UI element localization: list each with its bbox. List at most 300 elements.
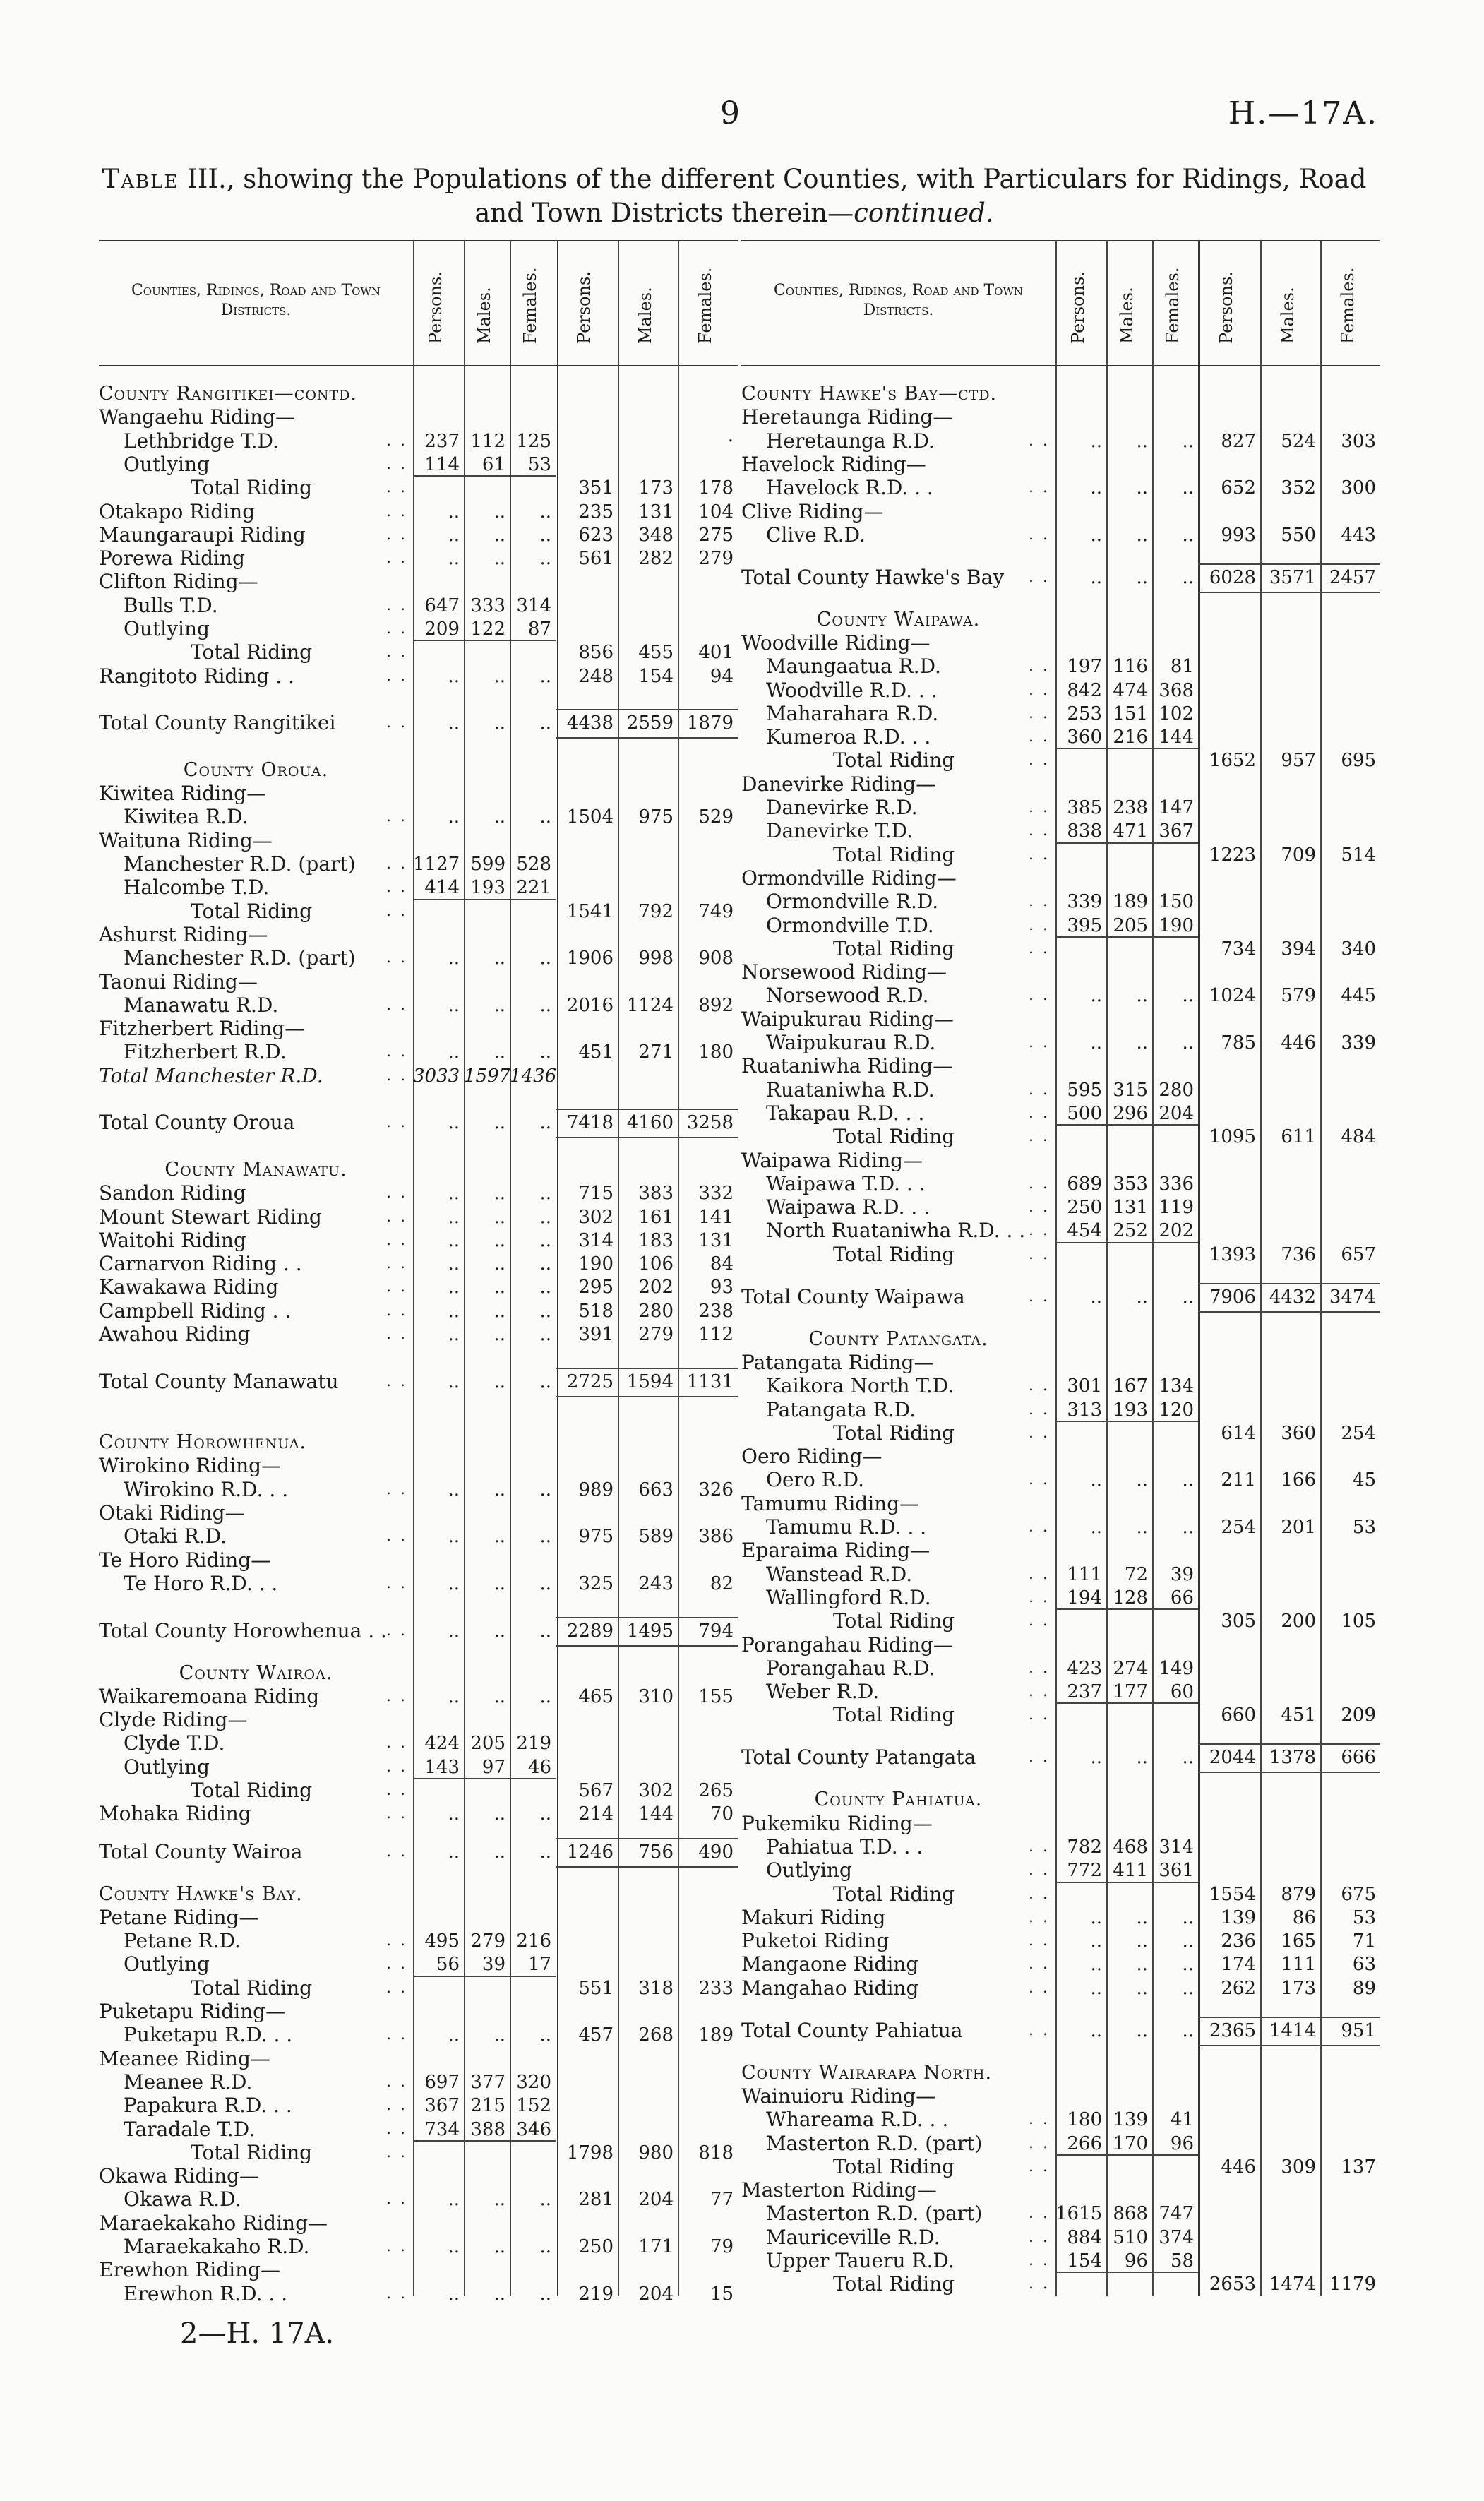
cell-M: 611 — [1281, 1126, 1316, 1148]
row-label: County Pahiatua. — [814, 1789, 983, 1811]
cell-m: .. — [493, 1371, 505, 1392]
cell-P: 1246 — [566, 1841, 614, 1863]
cell-p: .. — [1090, 1747, 1102, 1769]
table-row — [99, 1323, 738, 1346]
cell-P: 457 — [578, 2024, 614, 2046]
table-row — [741, 477, 1380, 499]
leader-dots: . . — [1029, 1612, 1050, 1630]
right-table — [741, 240, 1380, 2296]
column-header-M: Males. — [635, 287, 655, 344]
cell-M: 709 — [1281, 844, 1316, 866]
row-label: Weber R.D. — [766, 1680, 880, 1704]
cell-P: 518 — [578, 1300, 614, 1322]
cell-M: 106 — [638, 1253, 674, 1275]
row-label: Mauriceville R.D. — [766, 2225, 940, 2249]
cell-f: .. — [539, 994, 551, 1016]
table-row — [741, 383, 1380, 405]
cell-P: 254 — [1221, 1517, 1256, 1539]
table-row — [99, 1525, 738, 1548]
leader-dots: . . — [1029, 657, 1050, 676]
cell-F: 529 — [698, 806, 734, 828]
cell-P: 715 — [578, 1183, 614, 1205]
cell-m: 205 — [1113, 914, 1148, 936]
leader-dots: . . — [1029, 2111, 1050, 2129]
cell-M: 1414 — [1269, 2019, 1316, 2041]
cell-p: 367 — [424, 2095, 460, 2117]
cell-M: 975 — [638, 806, 674, 828]
cell-F: 89 — [1352, 1977, 1376, 1999]
cell-p: 339 — [1067, 891, 1102, 913]
cell-p: .. — [448, 2283, 460, 2305]
cell-F: 340 — [1341, 938, 1376, 960]
cell-P: 451 — [578, 1041, 614, 1063]
leader-dots: . . — [1029, 525, 1050, 544]
row-label: Sandon Riding — [99, 1181, 246, 1205]
row-label: County Manawatu. — [164, 1158, 347, 1181]
row-label: Masterton Riding— — [741, 2178, 937, 2202]
cell-f: .. — [1182, 1977, 1194, 1999]
cell-F: 265 — [698, 1780, 734, 1802]
leader-dots: . . — [386, 596, 407, 614]
cell-P: 1541 — [566, 900, 614, 922]
table-row — [741, 655, 1380, 678]
cell-m: .. — [493, 501, 505, 523]
row-label: Outlying — [124, 617, 210, 640]
cell-P: 214 — [578, 1803, 614, 1825]
document-reference: H.—17A. — [1228, 95, 1378, 131]
row-label: Campbell Riding . . — [99, 1299, 292, 1323]
row-label: Maraekakaho Riding— — [99, 2211, 328, 2235]
cell-p: 385 — [1067, 797, 1102, 819]
table-row — [99, 1371, 738, 1393]
row-label: Pahiatua T.D. . . — [766, 1834, 923, 1858]
leader-dots: . . — [386, 855, 407, 873]
row-label: Otaki R.D. — [124, 1524, 227, 1548]
cell-F: 233 — [698, 1977, 734, 1999]
cell-f: .. — [1182, 1517, 1194, 1539]
cell-f: 41 — [1170, 2109, 1194, 2131]
row-label: Taonui Riding— — [99, 969, 258, 993]
cell-M: 243 — [638, 1572, 674, 1594]
cell-M: 280 — [638, 1300, 674, 1322]
cell-p: 689 — [1067, 1173, 1102, 1195]
leader-dots: . . — [386, 714, 407, 732]
row-label: Takapau R.D. . . — [766, 1101, 925, 1125]
cell-P: 652 — [1221, 477, 1256, 499]
leader-dots: . . — [386, 1207, 407, 1226]
cell-m: .. — [493, 1803, 505, 1825]
leader-dots: . . — [1029, 1978, 1050, 1997]
cell-f: 53 — [527, 453, 551, 475]
cell-f: 66 — [1170, 1587, 1194, 1608]
subtotal-rule — [1055, 936, 1198, 938]
row-label: County Waipawa. — [816, 608, 981, 631]
leader-dots: . . — [1029, 2275, 1050, 2293]
cell-p: .. — [1090, 430, 1102, 452]
subtotal-rule — [1055, 1124, 1198, 1126]
table-row — [99, 853, 738, 876]
table-row — [741, 1563, 1380, 1586]
cell-m: .. — [493, 524, 505, 546]
row-label: Tamumu R.D. . . — [766, 1515, 927, 1539]
cell-m: 274 — [1113, 1657, 1148, 1679]
leader-dots: . . — [386, 1955, 407, 1974]
leader-dots: . . — [1029, 822, 1050, 840]
leader-dots: . . — [386, 455, 407, 473]
cell-m: 510 — [1113, 2226, 1148, 2248]
table-row — [741, 1634, 1380, 1657]
cell-F: 300 — [1341, 477, 1376, 499]
subtotal-rule — [1055, 1702, 1198, 1704]
cell-M: 1495 — [626, 1620, 674, 1642]
table-row — [741, 1173, 1380, 1195]
cell-F: 53 — [1352, 1906, 1376, 1928]
row-label: Waitohi Riding — [99, 1228, 246, 1252]
cell-m: .. — [493, 1479, 505, 1500]
total-rule-below — [1198, 1311, 1380, 1313]
cell-M: 282 — [638, 548, 674, 570]
cell-p: 237 — [1067, 1681, 1102, 1703]
table-row — [741, 961, 1380, 984]
table-row — [741, 2108, 1380, 2131]
row-label: Total County Hawke's Bay — [741, 565, 1005, 589]
cell-m: 97 — [481, 1756, 505, 1778]
cell-m: 96 — [1124, 2250, 1148, 2272]
cell-F: 63 — [1352, 1954, 1376, 1976]
cell-F: 84 — [710, 1253, 734, 1275]
column-header-f: Females. — [520, 267, 540, 344]
cell-F: 443 — [1341, 524, 1376, 546]
table-row — [741, 1445, 1380, 1468]
table-row — [741, 406, 1380, 429]
leader-dots: . . — [386, 1687, 407, 1705]
row-label: Waipukurau Riding— — [741, 1007, 954, 1031]
table-row — [741, 914, 1380, 937]
row-label: Okawa Riding— — [99, 2164, 260, 2188]
column-header-P: Persons. — [574, 271, 594, 344]
row-label: Mangahao Riding — [741, 1976, 919, 2000]
row-label: County Horowhenua. — [99, 1431, 307, 1454]
title-line2: and Town Districts therein— — [474, 198, 854, 228]
table-row — [99, 1620, 738, 1642]
cell-F: 279 — [698, 548, 734, 570]
leader-dots: . . — [386, 2143, 407, 2161]
cell-p: .. — [448, 1253, 460, 1275]
leader-dots: . . — [386, 2190, 407, 2209]
cell-m: .. — [1136, 1286, 1148, 1308]
table-row — [99, 2094, 738, 2117]
cell-F: 209 — [1341, 1705, 1376, 1726]
table-row — [99, 759, 738, 782]
cell-f: .. — [539, 1803, 551, 1825]
cell-m: 333 — [470, 595, 505, 616]
leader-dots: . . — [386, 1278, 407, 1296]
cell-p: 1127 — [413, 854, 460, 875]
cell-p: 313 — [1067, 1399, 1102, 1421]
leader-dots: . . — [386, 1043, 407, 1061]
cell-P: 295 — [578, 1277, 614, 1299]
table-row — [741, 1883, 1380, 1906]
cell-F: 892 — [698, 994, 734, 1016]
row-label: Ormondville R.D. — [766, 890, 939, 914]
cell-M: 1378 — [1269, 1747, 1316, 1769]
cell-f: 119 — [1159, 1197, 1194, 1219]
cell-p: .. — [1090, 1469, 1102, 1491]
cell-m: .. — [493, 665, 505, 687]
cell-m: 205 — [470, 1733, 505, 1755]
row-label: Te Horo Riding— — [99, 1548, 271, 1572]
leader-dots: . . — [386, 2238, 407, 2256]
cell-m: .. — [493, 1206, 505, 1228]
total-rule-below — [556, 1866, 738, 1868]
leader-dots: . . — [1029, 1174, 1050, 1193]
cell-f: .. — [539, 1371, 551, 1392]
cell-f: 368 — [1159, 679, 1194, 701]
cell-P: 989 — [578, 1479, 614, 1500]
cell-P: 236 — [1221, 1930, 1256, 1952]
table-row — [99, 501, 738, 523]
cell-M: 310 — [638, 1685, 674, 1707]
leader-dots: . . — [1029, 751, 1050, 770]
row-label: Waikaremoana Riding — [99, 1684, 320, 1708]
leader-dots: . . — [1029, 2228, 1050, 2246]
leader-dots: . . — [386, 996, 407, 1014]
leader-dots: . . — [1029, 1080, 1050, 1099]
row-label: County Oroua. — [183, 758, 329, 781]
table-row — [741, 2179, 1380, 2202]
row-label: Meanee Riding— — [99, 2046, 270, 2070]
total-rule-above — [1198, 1283, 1380, 1284]
cell-M: 3571 — [1269, 566, 1316, 588]
cell-p: .. — [448, 1479, 460, 1500]
subtotal-rule — [1055, 1882, 1198, 1883]
cell-F: 3474 — [1329, 1286, 1376, 1308]
table-row — [741, 1351, 1380, 1374]
table-row — [99, 2048, 738, 2070]
cell-m: 112 — [470, 430, 505, 452]
cell-f: .. — [1182, 430, 1194, 452]
table-row — [99, 383, 738, 405]
cell-F: 303 — [1341, 430, 1376, 452]
cell-F: 794 — [698, 1620, 734, 1642]
cell-m: .. — [493, 1041, 505, 1063]
leader-dots: . . — [1029, 1471, 1050, 1489]
row-label: Manchester R.D. (part) — [124, 946, 356, 970]
total-rule-above — [1198, 2017, 1380, 2018]
cell-f: 204 — [1159, 1102, 1194, 1124]
table-row — [99, 900, 738, 923]
row-label: Manchester R.D. (part) — [124, 852, 356, 876]
row-label: Total County Patangata — [741, 1745, 976, 1769]
table-row — [741, 1516, 1380, 1539]
cell-M: 998 — [638, 948, 674, 969]
cell-P: 856 — [578, 642, 614, 664]
subtotal-rule — [413, 1976, 556, 1977]
table-row — [99, 1732, 738, 1755]
cell-p: .. — [1090, 524, 1102, 546]
cell-m: 599 — [470, 854, 505, 875]
row-label: Outlying — [124, 1952, 210, 1976]
cell-p: 595 — [1067, 1079, 1102, 1101]
table-row — [741, 1906, 1380, 1929]
cell-P: 1223 — [1209, 844, 1256, 866]
cell-m: 353 — [1113, 1173, 1148, 1195]
cell-m: 388 — [470, 2118, 505, 2140]
total-rule-below — [1198, 592, 1380, 593]
cell-P: 391 — [578, 1324, 614, 1345]
table-row — [741, 1977, 1380, 2000]
cell-p: 454 — [1067, 1220, 1102, 1242]
cell-M: 204 — [638, 2283, 674, 2305]
row-label: Otaki Riding— — [99, 1501, 245, 1525]
cell-p: .. — [448, 1572, 460, 1594]
cell-m: 189 — [1113, 891, 1148, 913]
table-row — [741, 1219, 1380, 1242]
table-row — [99, 1300, 738, 1323]
cell-m: .. — [493, 2189, 505, 2211]
cell-F: 137 — [1341, 2156, 1376, 2178]
row-label: Porangahau Riding— — [741, 1632, 953, 1657]
cell-m: 193 — [470, 877, 505, 899]
cell-m: .. — [1136, 1747, 1148, 1769]
cell-p: 697 — [424, 2071, 460, 2093]
cell-m: .. — [1136, 1930, 1148, 1952]
cell-M: 268 — [638, 2024, 674, 2046]
row-label: Eparaima Riding— — [741, 1539, 931, 1563]
cell-p: .. — [448, 548, 460, 570]
cell-P: 211 — [1221, 1469, 1256, 1491]
leader-dots: . . — [386, 1527, 407, 1546]
cell-M: 383 — [638, 1183, 674, 1205]
row-label: County Wairoa. — [179, 1661, 333, 1684]
cell-p: 197 — [1067, 656, 1102, 678]
subtotal-rule — [413, 640, 556, 641]
column-header-F: Females. — [695, 267, 715, 344]
table-row — [741, 867, 1380, 890]
cell-M: 957 — [1281, 750, 1316, 772]
leader-dots: . . — [386, 502, 407, 520]
cell-p: 266 — [1067, 2132, 1102, 2154]
subtotal-rule — [1055, 1608, 1198, 1610]
title-lead: Table — [102, 164, 179, 194]
leader-dots: . . — [1029, 1128, 1050, 1146]
cell-m: .. — [493, 806, 505, 828]
cell-m: 238 — [1113, 797, 1148, 819]
row-label: Erewhon R.D. . . — [124, 2281, 288, 2305]
table-row — [741, 2085, 1380, 2108]
table-title — [99, 162, 1370, 230]
table-row — [99, 782, 738, 805]
cell-m: .. — [1136, 985, 1148, 1007]
cell-m: 151 — [1113, 703, 1148, 724]
table-row — [99, 1017, 738, 1040]
leader-dots: . . — [1029, 1377, 1050, 1395]
cell-f: .. — [1182, 1286, 1194, 1308]
row-label: Wirokino R.D. . . — [124, 1477, 289, 1501]
row-label: Erewhon Riding— — [99, 2258, 281, 2282]
table-row — [99, 924, 738, 946]
cell-P: 614 — [1221, 1422, 1256, 1444]
cell-m: .. — [493, 1229, 505, 1251]
leader-dots: . . — [1029, 1400, 1050, 1419]
table-row — [741, 524, 1380, 547]
subtotal-rule — [413, 1778, 556, 1779]
leader-dots: . . — [386, 1301, 407, 1320]
row-label: Kaikora North T.D. — [766, 1374, 955, 1398]
subtotal-rule — [1055, 1242, 1198, 1243]
table-row — [741, 1328, 1380, 1351]
leader-dots: . . — [1029, 939, 1050, 957]
cell-f: 102 — [1159, 703, 1194, 724]
cell-M: 524 — [1281, 430, 1316, 452]
row-label: Papakura R.D. . . — [124, 2094, 292, 2118]
cell-M: 455 — [638, 642, 674, 664]
table-row — [741, 1657, 1380, 1680]
table-row — [741, 1399, 1380, 1421]
row-label: Total Riding — [833, 1703, 955, 1727]
cell-f: .. — [1182, 1747, 1194, 1769]
table-row — [741, 2062, 1380, 2084]
cell-m: 39 — [481, 1954, 505, 1976]
cell-p: 143 — [424, 1756, 460, 1778]
table-row — [99, 1455, 738, 1477]
leader-dots: . . — [1029, 568, 1050, 586]
leader-dots: . . — [386, 643, 407, 662]
cell-p: .. — [448, 524, 460, 546]
table-row — [99, 1662, 738, 1685]
cell-f: .. — [539, 1229, 551, 1251]
cell-F: 180 — [698, 1041, 734, 1063]
cell-f: .. — [1182, 1906, 1194, 1928]
cell-p: 647 — [424, 595, 460, 616]
cell-M: 579 — [1281, 985, 1316, 1007]
table-row — [99, 547, 738, 570]
cell-p: 180 — [1067, 2109, 1102, 2131]
total-rule-below — [556, 1645, 738, 1647]
row-label: Mohaka Riding — [99, 1802, 251, 1826]
row-label: Maraekakaho R.D. — [124, 2235, 310, 2259]
cell-m: 411 — [1113, 1860, 1148, 1882]
cell-f: 367 — [1159, 820, 1194, 842]
row-label: Maharahara R.D. — [766, 701, 939, 725]
row-label: Clive Riding— — [741, 499, 884, 523]
cell-P: 351 — [578, 477, 614, 499]
row-label: Outlying — [766, 1858, 852, 1882]
cell-m: .. — [1136, 1954, 1148, 1976]
row-label: Ruataniwha R.D. — [766, 1078, 935, 1102]
row-label: Woodville R.D. . . — [766, 678, 938, 702]
row-label: Outlying — [124, 452, 210, 476]
row-label: Awahou Riding — [99, 1323, 251, 1346]
cell-p: .. — [448, 806, 460, 828]
cell-F: 94 — [710, 665, 734, 687]
cell-F: 70 — [710, 1803, 734, 1825]
cell-m: .. — [1136, 477, 1148, 499]
cell-p: .. — [448, 1526, 460, 1548]
cell-f: .. — [539, 1253, 551, 1275]
table-row — [741, 844, 1380, 866]
left-table — [99, 240, 738, 2305]
row-label: Clyde Riding— — [99, 1708, 248, 1732]
table-row — [99, 712, 738, 734]
cell-M: 202 — [638, 1277, 674, 1299]
cell-f: .. — [539, 1206, 551, 1228]
cell-P: 567 — [578, 1780, 614, 1802]
cell-m: 116 — [1113, 656, 1148, 678]
cell-M: 318 — [638, 1977, 674, 1999]
leader-dots: . . — [386, 1480, 407, 1498]
leader-dots: . . — [1029, 1955, 1050, 1974]
